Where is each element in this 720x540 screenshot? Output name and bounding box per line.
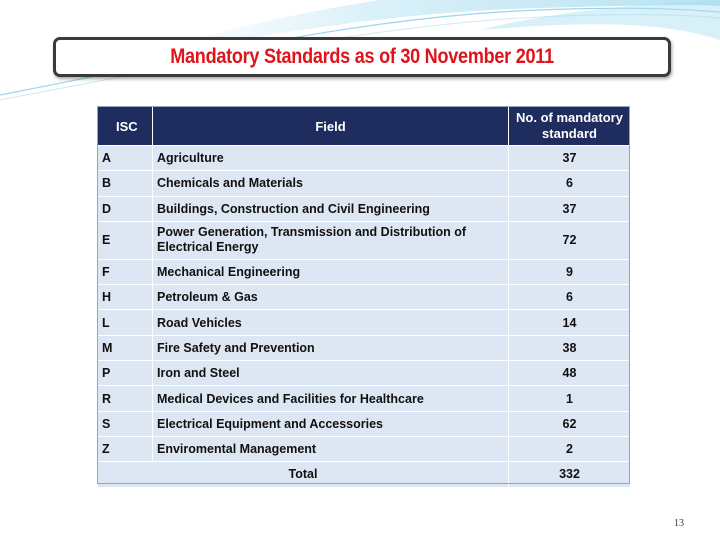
field-cell: Electrical Equipment and Accessories — [153, 411, 509, 436]
count-cell: 1 — [509, 386, 631, 411]
table-header-row — [98, 107, 631, 146]
isc-cell: R — [98, 386, 153, 411]
page-number: 13 — [674, 518, 684, 529]
field-cell: Mechanical Engineering — [153, 259, 509, 284]
count-cell: 48 — [509, 361, 631, 386]
total-row — [98, 462, 631, 487]
field-cell: Road Vehicles — [153, 310, 509, 335]
count-cell: 72 — [509, 221, 631, 259]
isc-cell: Z — [98, 436, 153, 461]
count-cell: 37 — [509, 196, 631, 221]
count-cell: 62 — [509, 411, 631, 436]
field-cell: Petroleum & Gas — [153, 285, 509, 310]
table-row — [98, 259, 631, 284]
field-cell: Fire Safety and Prevention — [153, 335, 509, 360]
field-cell: Enviromental Management — [153, 436, 509, 461]
isc-cell: B — [98, 171, 153, 196]
isc-cell: H — [98, 285, 153, 310]
table-row — [98, 411, 631, 436]
table-row — [98, 196, 631, 221]
field-cell: Agriculture — [153, 146, 509, 171]
table-row — [98, 171, 631, 196]
isc-cell: D — [98, 196, 153, 221]
count-cell: 2 — [509, 436, 631, 461]
table-row — [98, 335, 631, 360]
title-box — [53, 37, 671, 77]
table-row — [98, 146, 631, 171]
table-row — [98, 436, 631, 461]
field-cell: Buildings, Construction and Civil Engineering — [153, 196, 509, 221]
header-field: Field — [153, 107, 509, 146]
table-row — [98, 285, 631, 310]
table-row — [98, 310, 631, 335]
isc-cell: L — [98, 310, 153, 335]
count-cell: 6 — [509, 171, 631, 196]
count-cell: 14 — [509, 310, 631, 335]
table-row — [98, 361, 631, 386]
isc-cell: F — [98, 259, 153, 284]
header-isc: ISC — [98, 107, 153, 146]
count-cell: 6 — [509, 285, 631, 310]
standards-table — [97, 106, 631, 488]
isc-cell: S — [98, 411, 153, 436]
total-count: 332 — [509, 462, 631, 487]
field-cell: Medical Devices and Facilities for Healthcare — [153, 386, 509, 411]
count-cell: 38 — [509, 335, 631, 360]
table-row — [98, 386, 631, 411]
field-cell: Power Generation, Transmission and Distribution of Electrical Energy — [153, 221, 509, 259]
table-row — [98, 221, 631, 259]
isc-cell: E — [98, 221, 153, 259]
isc-cell: M — [98, 335, 153, 360]
isc-cell: A — [98, 146, 153, 171]
count-cell: 37 — [509, 146, 631, 171]
slide-title: Mandatory Standards as of 30 November 2011 — [170, 45, 554, 68]
field-cell: Iron and Steel — [153, 361, 509, 386]
field-cell: Chemicals and Materials — [153, 171, 509, 196]
header-count: No. of mandatory standard — [509, 107, 631, 146]
count-cell: 9 — [509, 259, 631, 284]
total-label: Total — [98, 462, 509, 487]
isc-cell: P — [98, 361, 153, 386]
